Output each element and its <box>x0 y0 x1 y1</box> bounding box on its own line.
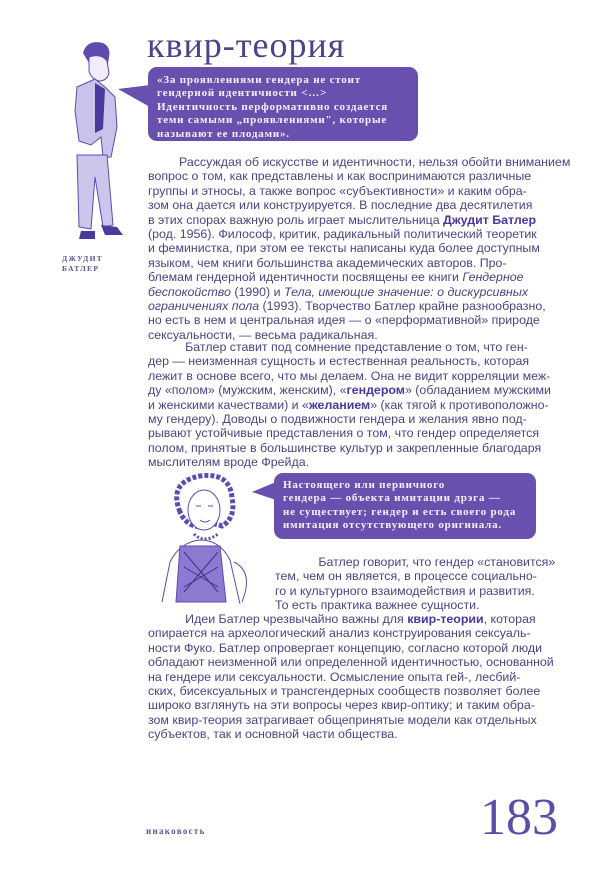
text-segment: на гендере или сексуальности. Осмысление опыта гей-, лесбий- <box>148 669 521 684</box>
text-line <box>148 426 551 440</box>
running-footer: инаковость <box>146 826 206 836</box>
text-line <box>148 727 554 741</box>
text-line <box>148 241 570 255</box>
page-number: 183 <box>480 789 558 846</box>
text-segment: ских, бисексуальных и трансгендерных сообществ позволяет более <box>148 684 541 699</box>
text-line <box>148 270 570 284</box>
text-segment: Батлер говорит, что гендер «становится» <box>275 555 556 569</box>
text-segment: лежит в основе всего, что мы делаем. Она не видит корреляции меж- <box>148 368 551 383</box>
text-line <box>148 184 570 198</box>
text-segment: квир-теории <box>407 612 484 626</box>
text-segment: ности Фуко. Батлер опровергает концепцию, согласно которой люди <box>148 640 543 655</box>
text-segment: тем, чем он является, в процессе социально- <box>275 569 537 584</box>
text-segment: сексуальности, — весьма радикальная. <box>148 327 378 342</box>
text-line <box>148 383 551 397</box>
text-segment: Тела, имеющие значение: о дискурсивных <box>283 284 529 299</box>
text-line <box>148 155 570 169</box>
text-segment: полом, принятые в большинстве культур и закрепленные благодаря <box>148 440 542 455</box>
text-segment: вопрос о том, как представлены и как воспринимаются различные <box>148 169 532 184</box>
text-segment: мыслителям вроде Фрейда. <box>148 455 310 470</box>
text-segment: блемам гендерной идентичности посвящены ее книги <box>148 270 463 285</box>
text-segment: » (обладанием мужскими <box>404 383 551 398</box>
text-segment: му гендеру). Доводы о подвижности гендера и желания явно под- <box>148 412 527 427</box>
text-segment: Батлер ставит под сомнение представление о том, что ген- <box>148 340 528 354</box>
text-segment: желанием <box>308 397 371 412</box>
text-segment: беспокойство <box>148 284 231 299</box>
text-segment: ограничениях пола <box>148 299 260 314</box>
text-line <box>148 713 554 727</box>
text-segment: широко взглянуть на эти вопросы через квир-оптику; и таким обра- <box>148 698 535 713</box>
text-segment: (род. 1956). Философ, критик, радикальный политический теоретик <box>148 227 537 242</box>
text-line <box>275 555 555 569</box>
speech-bubble-tail-2 <box>252 482 276 504</box>
text-segment: опирается на археологический анализ конструирования сексуаль- <box>148 626 531 641</box>
text-line <box>148 455 551 469</box>
text-segment: субъектов, так и основной части общества. <box>148 727 398 742</box>
text-segment: ду «полом» (мужским, женским), « <box>148 383 347 398</box>
text-segment: » (как тягой к противоположно- <box>370 397 549 412</box>
text-segment: зом она дается или конструируется. В последние два десятилетия <box>148 198 533 213</box>
text-line <box>275 584 555 598</box>
paragraph-2 <box>148 340 551 470</box>
text-segment: Джудит Батлер <box>443 212 537 227</box>
text-line <box>148 213 570 227</box>
paragraph-4 <box>148 612 554 742</box>
text-line <box>148 641 554 655</box>
text-segment: , которая <box>483 612 536 626</box>
text-segment: рывают устойчивые представления о том, что гендер определяется <box>148 426 540 441</box>
text-line <box>148 285 570 299</box>
text-line <box>148 256 570 270</box>
text-line <box>275 598 555 612</box>
paragraph-1 <box>148 155 570 342</box>
text-segment: То есть практика важнее сущности. <box>275 598 480 613</box>
text-line <box>148 655 554 669</box>
text-segment: го и культурного взаимодействия и развития. <box>275 583 535 598</box>
text-segment: Идеи Батлер чрезвычайно важны для <box>148 612 408 626</box>
text-line <box>148 698 554 712</box>
text-line <box>148 441 551 455</box>
text-line <box>275 569 555 583</box>
paragraph-3 <box>275 555 555 613</box>
text-segment: обладают неизменной или определенной идентичностью, основанной <box>148 655 554 670</box>
text-line <box>148 612 554 626</box>
text-line <box>148 354 551 368</box>
quote-bubble-2: Настоящего или первичного гендера — объекта имитации дрэга — не существует; гендер и есть своего рода имитация отсутствующего оригинала. <box>274 473 536 539</box>
text-line <box>148 626 554 640</box>
text-line <box>148 227 570 241</box>
text-line <box>148 299 570 313</box>
text-line <box>148 398 551 412</box>
text-segment: но есть в нем и центральная идея — о «перформативной» природе <box>148 313 540 328</box>
text-segment: Гендерное <box>462 270 524 285</box>
text-line <box>148 684 554 698</box>
text-segment: (1990) и <box>230 284 284 299</box>
text-segment: зом квир-теория затрагивает общепринятые модели как отдельных <box>148 712 537 727</box>
text-segment: дер — неизменная сущность и естественная реальность, которая <box>148 354 530 369</box>
text-line <box>148 412 551 426</box>
text-segment: языком, чем книги большинства академических авторов. Про- <box>148 255 507 270</box>
text-segment: в этих спорах важную роль играет мыслительница <box>148 212 444 227</box>
text-line <box>148 313 570 327</box>
text-segment: Рассуждая об искусстве и идентичности, нельзя обойти вниманием <box>148 155 571 169</box>
text-segment: и женскими качествами) и « <box>148 397 309 412</box>
text-segment: (1993). Творчество Батлер крайне разнообразно, <box>259 299 546 314</box>
figure-caption: ДЖУДИТ БАТЛЕР <box>62 254 104 273</box>
text-line <box>148 169 570 183</box>
page-title: квир-теория <box>147 25 346 65</box>
text-line <box>148 670 554 684</box>
judith-butler-illustration <box>55 35 145 250</box>
quote-bubble-1: «За проявлениями гендера не стоит гендерной идентичности <…> Идентичность перформативно создается теми самыми „проявлениями", которые называют ее плодами». <box>148 67 418 141</box>
text-line <box>148 198 570 212</box>
text-line <box>148 340 551 354</box>
text-line <box>148 369 551 383</box>
text-segment: и феминистка, при этом ее тексты написаны куда более доступным <box>148 241 540 256</box>
text-segment: группы и этносы, а также вопрос «субъективности» и каким обра- <box>148 183 527 198</box>
speech-bubble-tail <box>118 85 150 115</box>
text-segment: гендером <box>346 383 405 398</box>
